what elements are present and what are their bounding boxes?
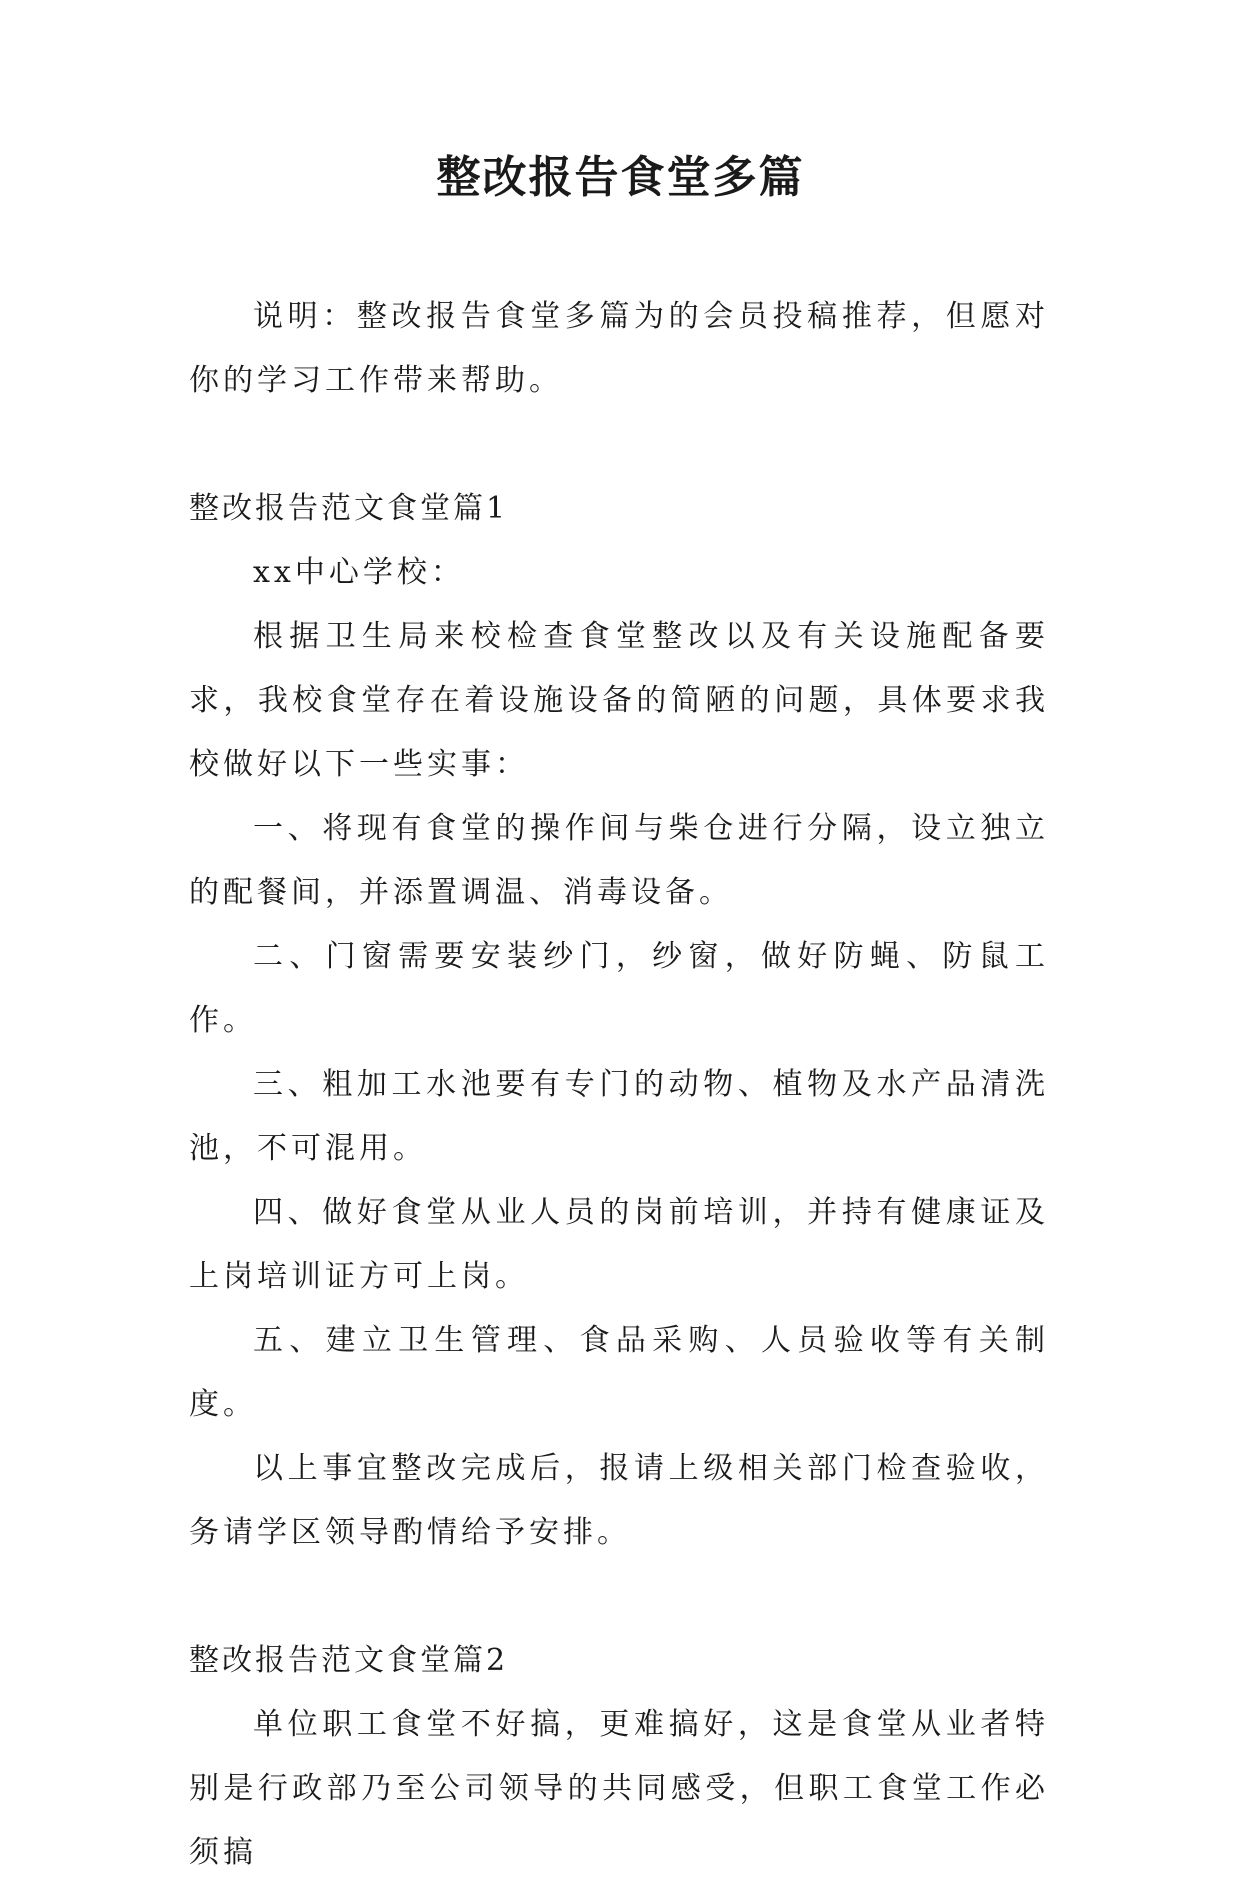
paragraph: 五、建立卫生管理、食品采购、人员验收等有关制度。 bbox=[189, 1323, 1049, 1422]
spacer bbox=[189, 413, 1049, 477]
paragraph: 一、将现有食堂的操作间与柴仓进行分隔，设立独立的配餐间，并添置调温、消毒设备。 bbox=[189, 811, 1049, 910]
paragraph: xx中心学校： bbox=[253, 555, 465, 590]
document-body bbox=[189, 285, 1049, 1885]
intro-paragraph: 说明：整改报告食堂多篇为的会员投稿推荐，但愿对你的学习工作带来帮助。 bbox=[189, 299, 1049, 398]
paragraph: 单位职工食堂不好搞，更难搞好，这是食堂从业者特别是行政部乃至公司领导的共同感受，但职工食堂工作必须搞 bbox=[189, 1707, 1049, 1870]
section-1 bbox=[189, 477, 1049, 1565]
paragraph: 四、做好食堂从业人员的岗前培训，并持有健康证及上岗培训证方可上岗。 bbox=[189, 1195, 1049, 1294]
section-2 bbox=[189, 1629, 1049, 1885]
paragraph: 根据卫生局来校检查食堂整改以及有关设施配备要求，我校食堂存在着设施设备的简陋的问题，具体要求我校做好以下一些实事： bbox=[189, 619, 1049, 782]
document-title: 整改报告食堂多篇 bbox=[436, 152, 805, 203]
section-heading: 整改报告范文食堂篇2 bbox=[189, 1643, 509, 1678]
paragraph: 以上事宜整改完成后，报请上级相关部门检查验收，务请学区领导酌情给予安排。 bbox=[189, 1451, 1049, 1550]
paragraph: 二、门窗需要安装纱门，纱窗，做好防蝇、防鼠工作。 bbox=[189, 939, 1049, 1038]
paragraph: 三、粗加工水池要有专门的动物、植物及水产品清洗池，不可混用。 bbox=[189, 1067, 1049, 1166]
section-heading: 整改报告范文食堂篇1 bbox=[189, 491, 509, 526]
spacer bbox=[189, 1565, 1049, 1629]
